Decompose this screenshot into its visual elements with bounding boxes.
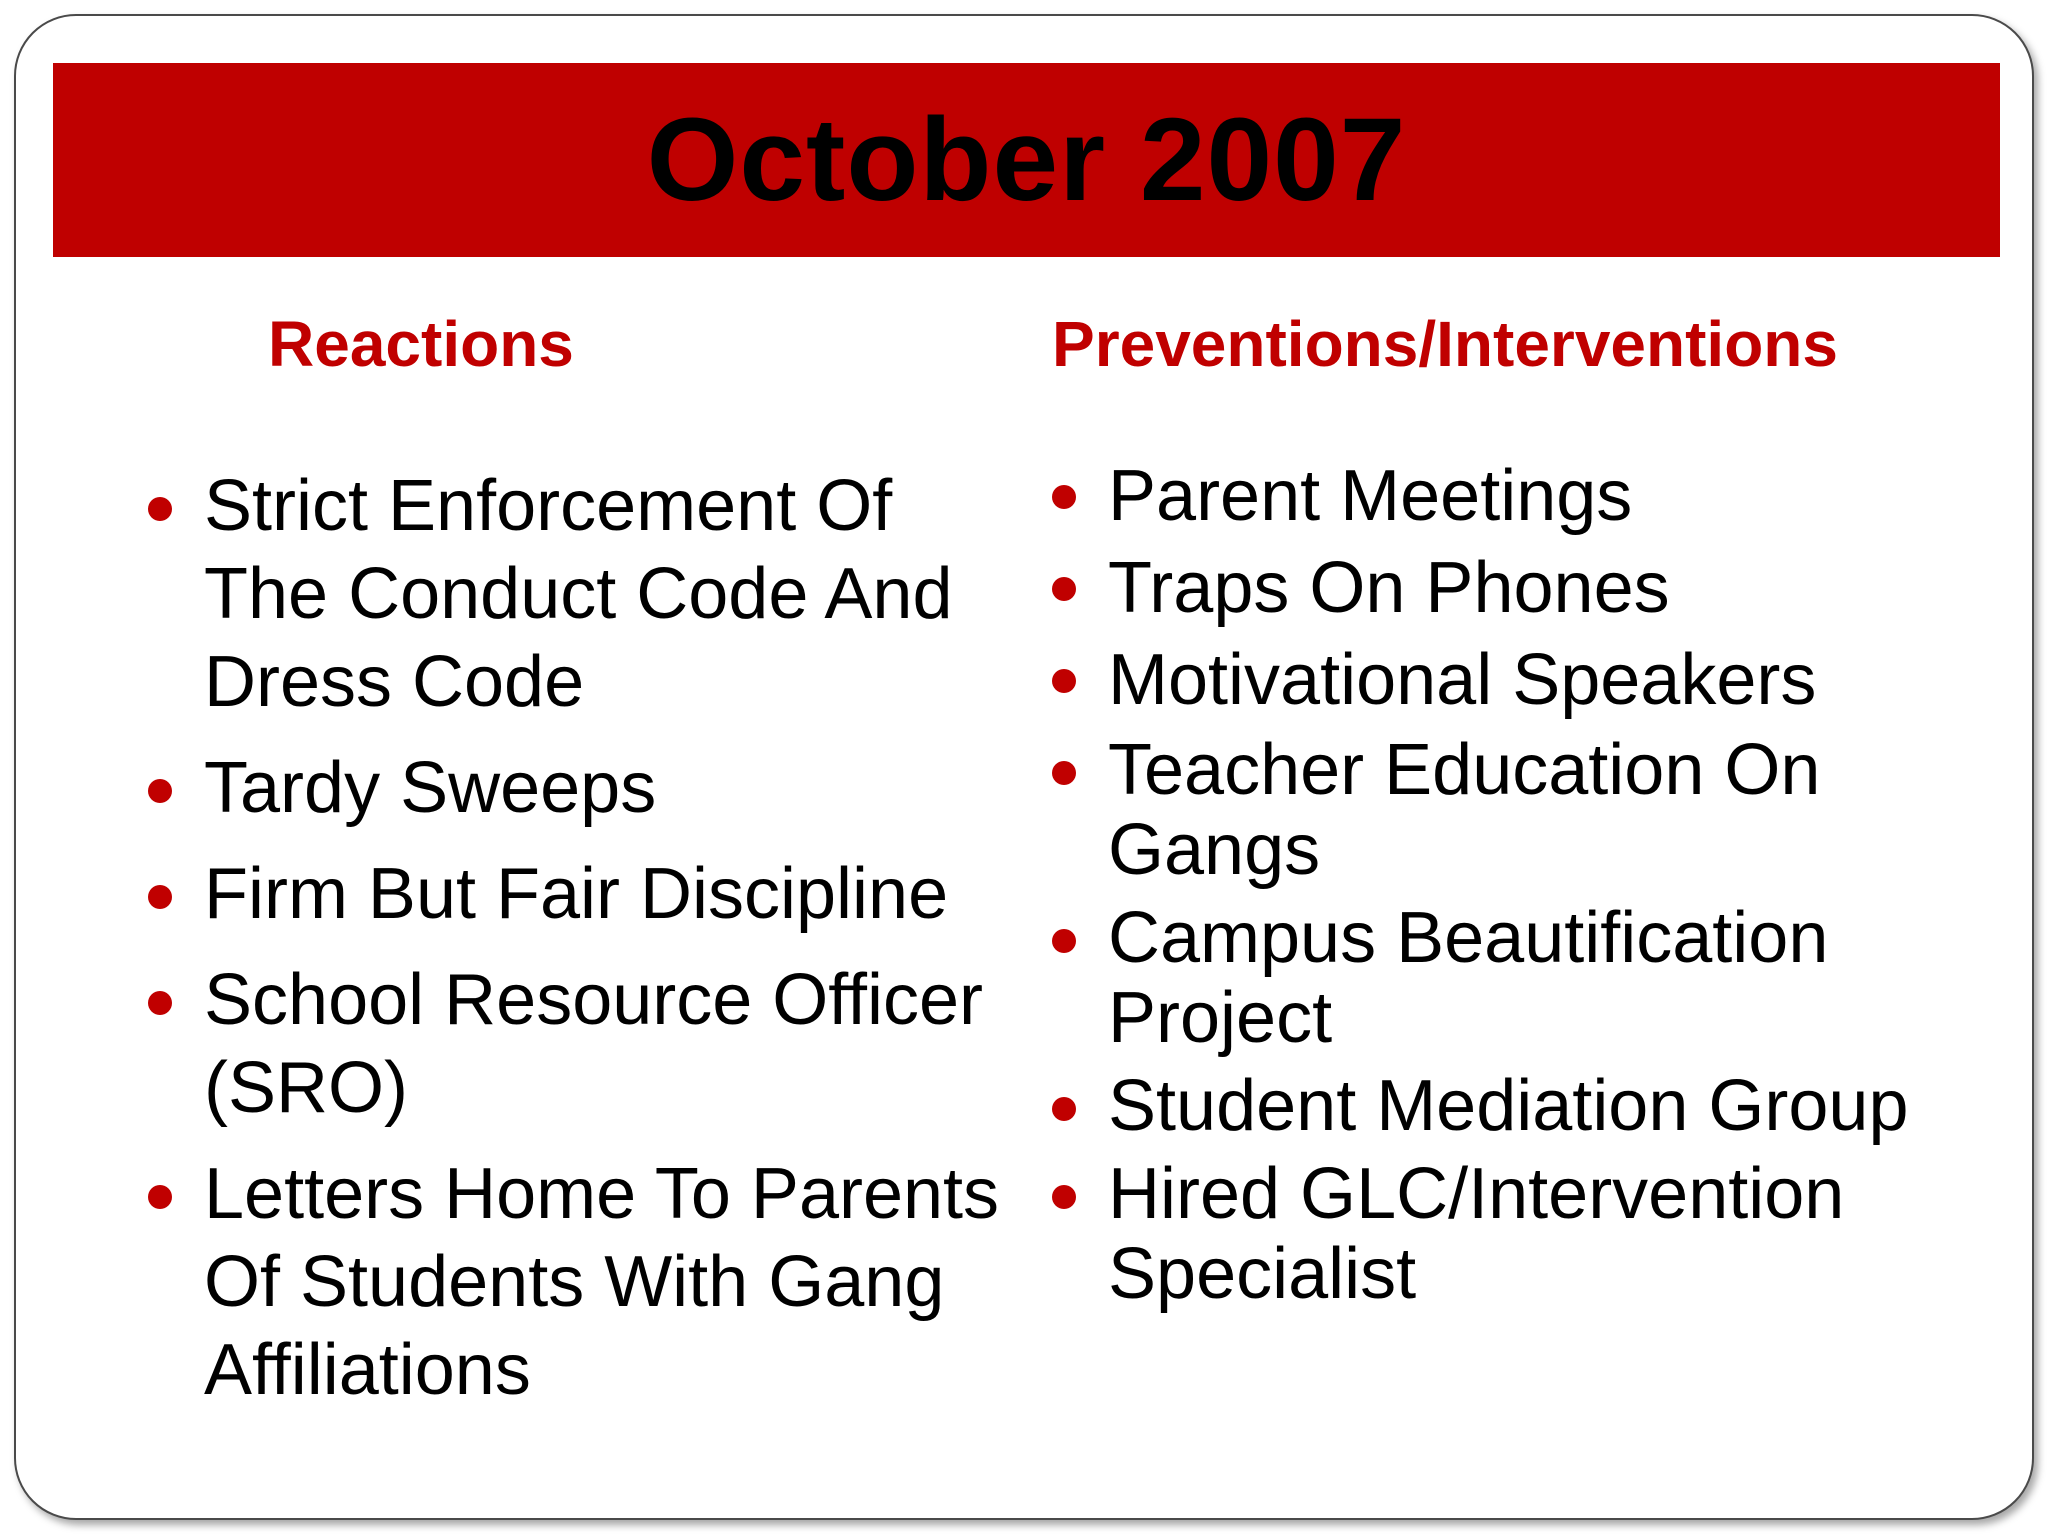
list-item — [146, 744, 1026, 832]
list-item — [146, 462, 1026, 726]
list-item-text: Student Mediation Group — [1108, 1066, 1909, 1146]
slide — [14, 14, 2034, 1520]
list-item-text: School Resource Officer (SRO) — [204, 960, 984, 1128]
list-item — [146, 956, 1026, 1132]
bullet-dot-icon — [1052, 1097, 1076, 1121]
bullet-dot-icon — [148, 1185, 172, 1209]
bullet-dot-icon — [1052, 485, 1076, 509]
list-item-text: Campus Beautification Project — [1108, 898, 1829, 1058]
list-item — [1050, 454, 1980, 538]
list-item — [146, 1150, 1026, 1414]
reactions-list — [146, 462, 1026, 1432]
preventions-list — [1050, 454, 1980, 1322]
list-item — [1050, 730, 1980, 890]
slide-title: October 2007 — [646, 94, 1407, 226]
list-item-text: Motivational Speakers — [1108, 640, 1817, 720]
list-item — [1050, 546, 1980, 630]
title-bar — [53, 63, 2000, 257]
bullet-dot-icon — [148, 885, 172, 909]
bullet-dot-icon — [1052, 577, 1076, 601]
list-item — [1050, 1154, 1980, 1314]
list-item-text: Strict Enforcement Of The Conduct Code And Dress Code — [204, 466, 953, 722]
bullet-dot-icon — [148, 991, 172, 1015]
list-item-text: Letters Home To Parents Of Students With Gang Affiliations — [204, 1154, 1000, 1410]
bullet-dot-icon — [148, 497, 172, 521]
bullet-dot-icon — [148, 779, 172, 803]
list-item-text: Parent Meetings — [1108, 456, 1633, 536]
list-item-text: Hired GLC/Intervention Specialist — [1108, 1154, 1845, 1314]
reactions-heading: Reactions — [268, 308, 574, 380]
list-item — [1050, 898, 1980, 1058]
bullet-dot-icon — [1052, 761, 1076, 785]
preventions-heading: Preventions/Interventions — [1052, 308, 1838, 380]
list-item-text: Teacher Education On Gangs — [1108, 730, 1821, 890]
list-item-text: Firm But Fair Discipline — [204, 854, 949, 934]
list-item — [1050, 638, 1980, 722]
list-item — [1050, 1066, 1980, 1146]
bullet-dot-icon — [1052, 1185, 1076, 1209]
list-item-text: Tardy Sweeps — [204, 748, 657, 828]
bullet-dot-icon — [1052, 669, 1076, 693]
list-item — [146, 850, 1026, 938]
bullet-dot-icon — [1052, 929, 1076, 953]
list-item-text: Traps On Phones — [1108, 548, 1670, 628]
